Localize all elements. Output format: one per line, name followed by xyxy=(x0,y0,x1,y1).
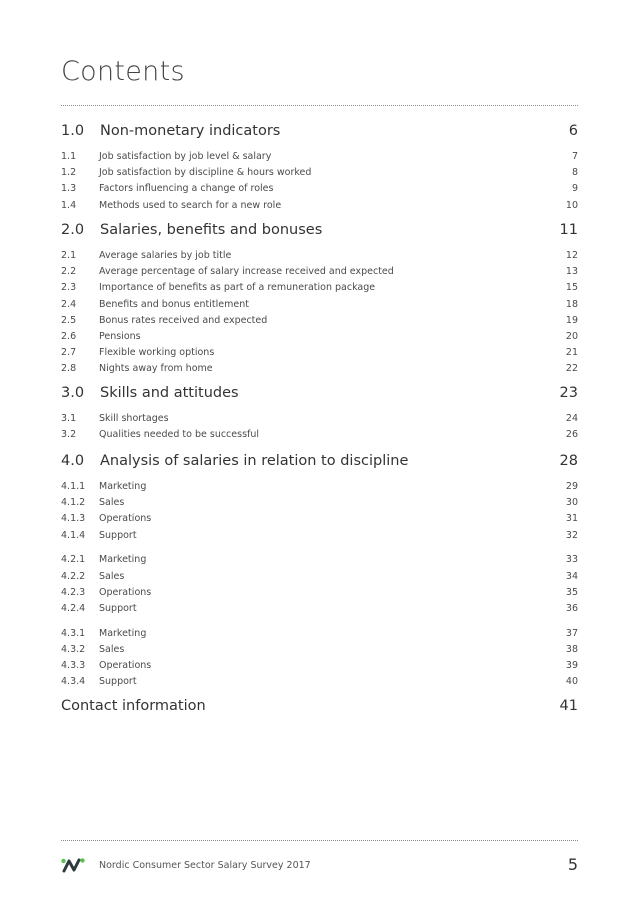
dotted-rule-top xyxy=(61,105,578,106)
toc-entry-label: Average salaries by job title xyxy=(99,250,232,261)
toc-entry[interactable] xyxy=(61,167,578,181)
toc-entry-label: Sales xyxy=(99,643,125,655)
toc-section-title: Salaries, benefits and bonuses xyxy=(100,222,323,238)
toc-entry-number: 4.3.1 xyxy=(61,627,86,639)
toc-entry[interactable] xyxy=(61,571,578,585)
toc-entry-number: 4.2.3 xyxy=(61,586,86,598)
toc-entry-page: 30 xyxy=(565,497,578,509)
footer-publication-title: Nordic Consumer Sector Salary Survey 2017 xyxy=(99,860,311,871)
toc-entry-page: 13 xyxy=(565,266,578,278)
toc-section-title: Analysis of salaries in relation to discipline xyxy=(100,453,409,469)
toc-entry-page: 41 xyxy=(559,698,578,714)
toc-section-number: 4.0 xyxy=(61,453,85,469)
toc-entry-page: 39 xyxy=(565,660,578,671)
toc-section-page: 11 xyxy=(559,222,578,238)
toc-entry-page: 7 xyxy=(571,151,578,162)
toc-entry-label: Marketing xyxy=(99,481,147,492)
toc-entry-page: 21 xyxy=(565,347,578,359)
toc-entry-label: Job satisfaction by job level & salary xyxy=(99,151,272,162)
toc-entry[interactable] xyxy=(61,363,578,377)
toc-entry-label: Skill shortages xyxy=(99,413,169,424)
toc-entry-label: Qualities needed to be successful xyxy=(99,429,260,441)
toc-entry-number: 1.3 xyxy=(61,183,77,195)
toc-section-3-0[interactable] xyxy=(61,385,578,405)
toc-contact-entry[interactable] xyxy=(61,698,578,718)
toc-entry-label: Bonus rates received and expected xyxy=(99,314,268,326)
toc-section-title: Skills and attitudes xyxy=(100,385,239,401)
toc-entry[interactable] xyxy=(61,628,578,642)
toc-entry-page: 40 xyxy=(565,676,578,688)
toc-entry-page: 32 xyxy=(565,529,578,541)
toc-section-title: Non-monetary indicators xyxy=(100,123,281,139)
toc-entry-number: 1.1 xyxy=(61,151,77,162)
toc-entry-label: Contact information xyxy=(61,698,206,714)
toc-entry[interactable] xyxy=(61,554,578,568)
toc-entry-number: 3.2 xyxy=(61,429,77,441)
toc-entry-number: 4.3.4 xyxy=(61,676,86,688)
toc-entry[interactable] xyxy=(61,250,578,264)
toc-entry-number: 2.6 xyxy=(61,331,77,342)
toc-entry-page: 29 xyxy=(565,481,578,492)
toc-section-page: 23 xyxy=(559,385,578,401)
toc-entry-label: Sales xyxy=(99,497,125,509)
toc-entry-label: Pensions xyxy=(99,331,141,342)
toc-entry[interactable] xyxy=(61,299,578,313)
toc-section-number: 3.0 xyxy=(61,385,85,401)
toc-entry-label: Factors influencing a change of roles xyxy=(99,183,274,195)
toc-section-number: 1.0 xyxy=(61,123,85,139)
toc-entry-number: 4.2.2 xyxy=(61,570,86,582)
toc-entry-page: 36 xyxy=(565,602,578,614)
toc-entry[interactable] xyxy=(61,266,578,280)
toc-section-page: 28 xyxy=(559,453,578,469)
toc-entry[interactable] xyxy=(61,331,578,345)
toc-entry-label: Marketing xyxy=(99,554,147,566)
toc-entry[interactable] xyxy=(61,481,578,495)
toc-entry[interactable] xyxy=(61,151,578,165)
toc-entry-label: Operations xyxy=(99,660,152,671)
toc-section-4-0[interactable] xyxy=(61,453,578,473)
toc-entry[interactable] xyxy=(61,530,578,544)
toc-entry-label: Operations xyxy=(99,513,152,525)
toc-entry[interactable] xyxy=(61,347,578,361)
toc-entry-number: 3.1 xyxy=(61,413,77,424)
toc-entry-number: 2.2 xyxy=(61,266,77,278)
toc-entry[interactable] xyxy=(61,183,578,197)
toc-entry-page: 9 xyxy=(571,183,578,195)
toc-section-page: 6 xyxy=(568,123,578,139)
toc-entry-page: 22 xyxy=(565,363,578,375)
toc-entry-page: 31 xyxy=(565,513,578,525)
toc-entry[interactable] xyxy=(61,497,578,511)
toc-entry-number: 1.2 xyxy=(61,167,77,179)
toc-entry-number: 4.1.2 xyxy=(61,497,86,509)
toc-entry-number: 2.8 xyxy=(61,363,77,375)
toc-entry-label: Sales xyxy=(99,570,125,582)
toc-entry-label: Operations xyxy=(99,586,152,598)
footer-page-number: 5 xyxy=(567,855,578,874)
toc-entry[interactable] xyxy=(61,660,578,674)
toc-entry-label: Benefits and bonus entitlement xyxy=(99,298,249,310)
toc-entry-page: 12 xyxy=(565,250,578,261)
toc-entry-label: Flexible working options xyxy=(99,347,215,359)
toc-entry-page: 8 xyxy=(571,167,578,179)
toc-entry[interactable] xyxy=(61,315,578,329)
toc-entry[interactable] xyxy=(61,413,578,427)
toc-entry-page: 24 xyxy=(565,413,578,424)
toc-entry[interactable] xyxy=(61,603,578,617)
toc-entry-page: 33 xyxy=(565,554,578,566)
toc-entry-number: 4.3.3 xyxy=(61,660,86,671)
toc-entry-number: 4.1.1 xyxy=(61,481,86,492)
toc-entry-page: 38 xyxy=(565,643,578,655)
toc-entry-number: 2.7 xyxy=(61,347,77,359)
toc-entry-page: 35 xyxy=(565,586,578,598)
toc-entry-label: Support xyxy=(99,602,137,614)
toc-entry-number: 2.1 xyxy=(61,250,77,261)
toc-entry-label: Methods used to search for a new role xyxy=(99,199,282,211)
toc-entry[interactable] xyxy=(61,429,578,443)
toc-entry[interactable] xyxy=(61,282,578,296)
toc-entry[interactable] xyxy=(61,676,578,690)
toc-entry-number: 4.1.4 xyxy=(61,529,86,541)
toc-entry-page: 18 xyxy=(565,298,578,310)
toc-entry-page: 26 xyxy=(565,429,578,441)
toc-entry[interactable] xyxy=(61,587,578,601)
toc-entry-number: 2.3 xyxy=(61,282,77,294)
toc-entry-number: 4.2.1 xyxy=(61,554,86,566)
toc-entry-number: 4.3.2 xyxy=(61,643,86,655)
toc-entry-label: Support xyxy=(99,529,137,541)
toc-entry-label: Importance of benefits as part of a remuneration package xyxy=(99,282,376,294)
toc-section-1-0[interactable] xyxy=(61,123,578,143)
toc-entry-page: 20 xyxy=(565,331,578,342)
toc-entry-label: Average percentage of salary increase received and expected xyxy=(99,266,394,278)
toc-entry[interactable] xyxy=(61,644,578,658)
company-logo-icon xyxy=(60,855,86,875)
toc-entry-page: 34 xyxy=(565,570,578,582)
toc-entry-label: Marketing xyxy=(99,627,147,639)
toc-entry-number: 2.4 xyxy=(61,298,77,310)
toc-entry-page: 19 xyxy=(565,314,578,326)
toc-entry-number: 2.5 xyxy=(61,314,77,326)
toc-entry-number: 4.2.4 xyxy=(61,602,86,614)
toc-entry-label: Support xyxy=(99,676,137,688)
toc-section-2-0[interactable] xyxy=(61,222,578,242)
toc-entry-page: 37 xyxy=(565,627,578,639)
toc-entry[interactable] xyxy=(61,200,578,214)
toc-entry-number: 4.1.3 xyxy=(61,513,86,525)
toc-entry[interactable] xyxy=(61,513,578,527)
dotted-rule-bottom xyxy=(61,840,578,841)
toc-entry-page: 10 xyxy=(565,199,578,211)
toc-section-number: 2.0 xyxy=(61,222,85,238)
toc-entry-page: 15 xyxy=(565,282,578,294)
toc-entry-label: Nights away from home xyxy=(99,363,213,375)
toc-entry-label: Job satisfaction by discipline & hours worked xyxy=(99,167,312,179)
toc-entry-number: 1.4 xyxy=(61,199,77,211)
page-title: Contents xyxy=(61,56,185,87)
